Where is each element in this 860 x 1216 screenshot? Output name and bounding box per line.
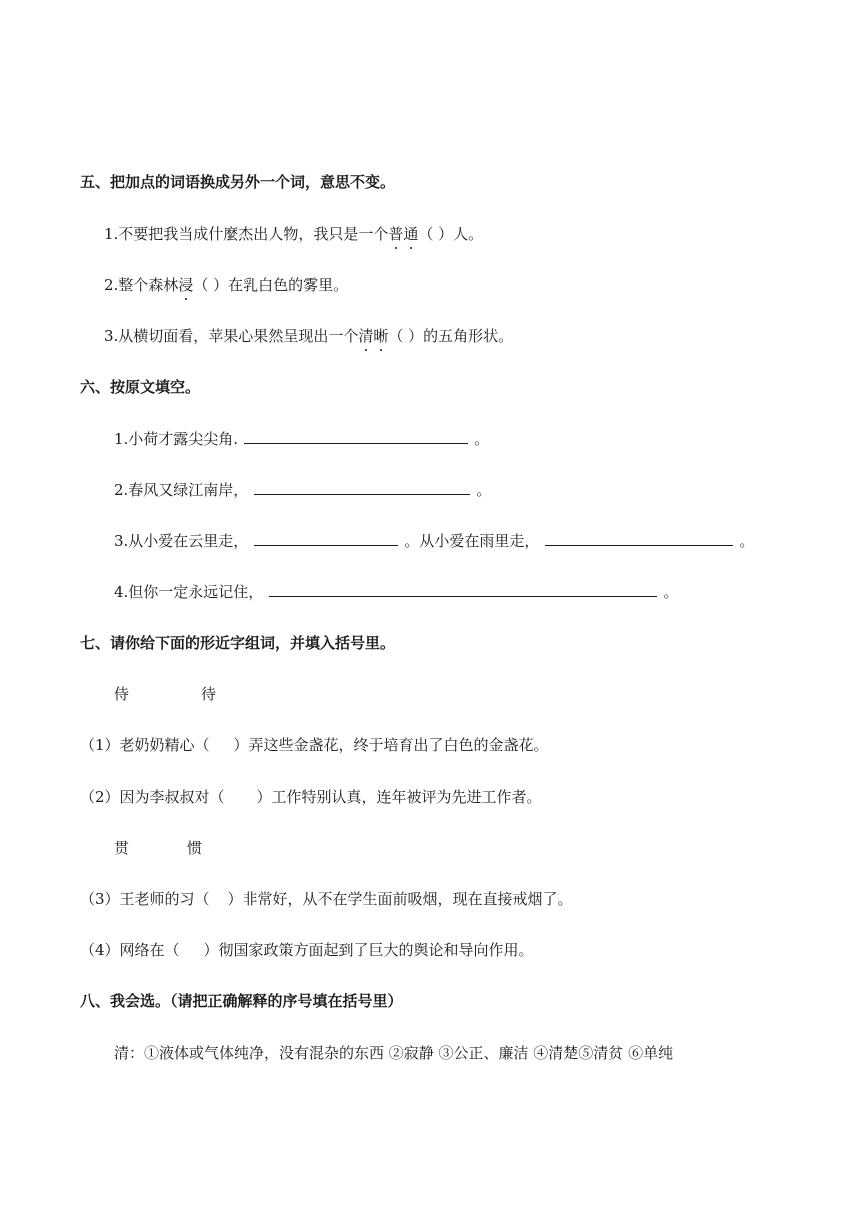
s7-pair2-char-a: 贯 <box>114 839 130 857</box>
s7-pair1-char-a: 侍 <box>114 685 130 703</box>
s7-pair2-char-b: 惯 <box>187 839 203 857</box>
s6-q1-answer-blank[interactable] <box>244 429 468 444</box>
s6-q3-prompt: 3.从小爱在云里走， <box>114 532 249 550</box>
s6-q3-answer-blank-2[interactable] <box>545 531 733 546</box>
s6-q4-answer-blank[interactable] <box>269 582 657 597</box>
s5-q2-dotted-char: 浸 <box>178 276 194 294</box>
s5-q1-dotted-char-1: 普 <box>388 225 404 243</box>
s6-q3-middle: 。从小爱在雨里走， <box>404 532 540 550</box>
s7-question-1 <box>80 735 549 755</box>
section-8-heading: 八、我会选。（请把正确解释的序号填在括号里） <box>80 992 403 1010</box>
s7-pair1-char-b: 待 <box>201 685 217 703</box>
s5-q3-dotted-char-1: 清 <box>358 327 374 345</box>
s6-q1-prompt: 1.小荷才露尖尖角. <box>114 430 239 448</box>
s6-q2-answer-blank[interactable] <box>254 480 470 495</box>
s7-q2-suffix: ）工作特别认真，连年被评为先进工作者。 <box>256 788 542 806</box>
s5-q3-prefix: 3.从横切面看，苹果心果然呈现出一个 <box>104 327 359 345</box>
s5-q3-dotted-char-2: 晰 <box>373 327 389 345</box>
s7-char-pair-2 <box>114 838 202 858</box>
s5-q2-suffix: （ ）在乳白色的雾里。 <box>193 276 349 294</box>
s7-char-pair-1 <box>114 684 216 704</box>
s6-q3-answer-blank-1[interactable] <box>254 531 398 546</box>
s5-q1-dotted-char-2: 通 <box>403 225 419 243</box>
s6-q1-end: 。 <box>474 430 490 448</box>
s7-q1-suffix: ）弄这些金盏花，终于培育出了白色的金盏花。 <box>233 736 549 754</box>
s7-q1-prefix: （1）老奶奶精心（ <box>80 736 210 754</box>
section-5-heading: 五、把加点的词语换成另外一个词，意思不变。 <box>80 173 396 191</box>
s5-q1-suffix: （ ）人。 <box>418 225 484 243</box>
s7-q2-prefix: （2）因为李叔叔对（ <box>80 788 225 806</box>
s7-question-2 <box>80 787 542 807</box>
s8-definition-list: 清：①液体或气体纯净，没有混杂的东西 ②寂静 ③公正、廉洁 ④清楚⑤清贫 ⑥单纯 <box>114 1044 674 1062</box>
s5-q3-suffix: （ ）的五角形状。 <box>388 327 514 345</box>
s5-q2-prefix: 2.整个森林 <box>104 276 179 294</box>
s7-question-4 <box>80 940 534 960</box>
s7-q3-prefix: （3）王老师的习（ <box>80 890 210 908</box>
s5-question-3 <box>104 326 513 346</box>
s6-q2-end: 。 <box>476 481 492 499</box>
section-6-heading: 六、按原文填空。 <box>80 378 201 396</box>
s6-q4-prompt: 4.但你一定永远记住， <box>114 583 264 601</box>
s6-q2-prompt: 2.春风又绿江南岸， <box>114 481 249 499</box>
s7-question-3 <box>80 889 573 909</box>
s6-q3-end: 。 <box>739 532 755 550</box>
s7-q4-prefix: （4）网络在（ <box>80 941 180 959</box>
s7-q3-suffix: ）非常好，从不在学生面前吸烟，现在直接戒烟了。 <box>227 890 573 908</box>
s5-question-2 <box>104 275 348 295</box>
s6-question-4 <box>114 582 678 602</box>
s6-question-1 <box>114 429 489 449</box>
s7-q4-suffix: ）彻国家政策方面起到了巨大的舆论和导向作用。 <box>203 941 534 959</box>
s6-q4-end: 。 <box>663 583 679 601</box>
section-7-heading: 七、请你给下面的形近字组词，并填入括号里。 <box>80 634 396 652</box>
s5-q1-prefix: 1.不要把我当成什麼杰出人物，我只是一个 <box>104 225 389 243</box>
s6-question-2 <box>114 480 491 500</box>
s5-question-1 <box>104 224 483 244</box>
s6-question-3 <box>114 531 754 551</box>
